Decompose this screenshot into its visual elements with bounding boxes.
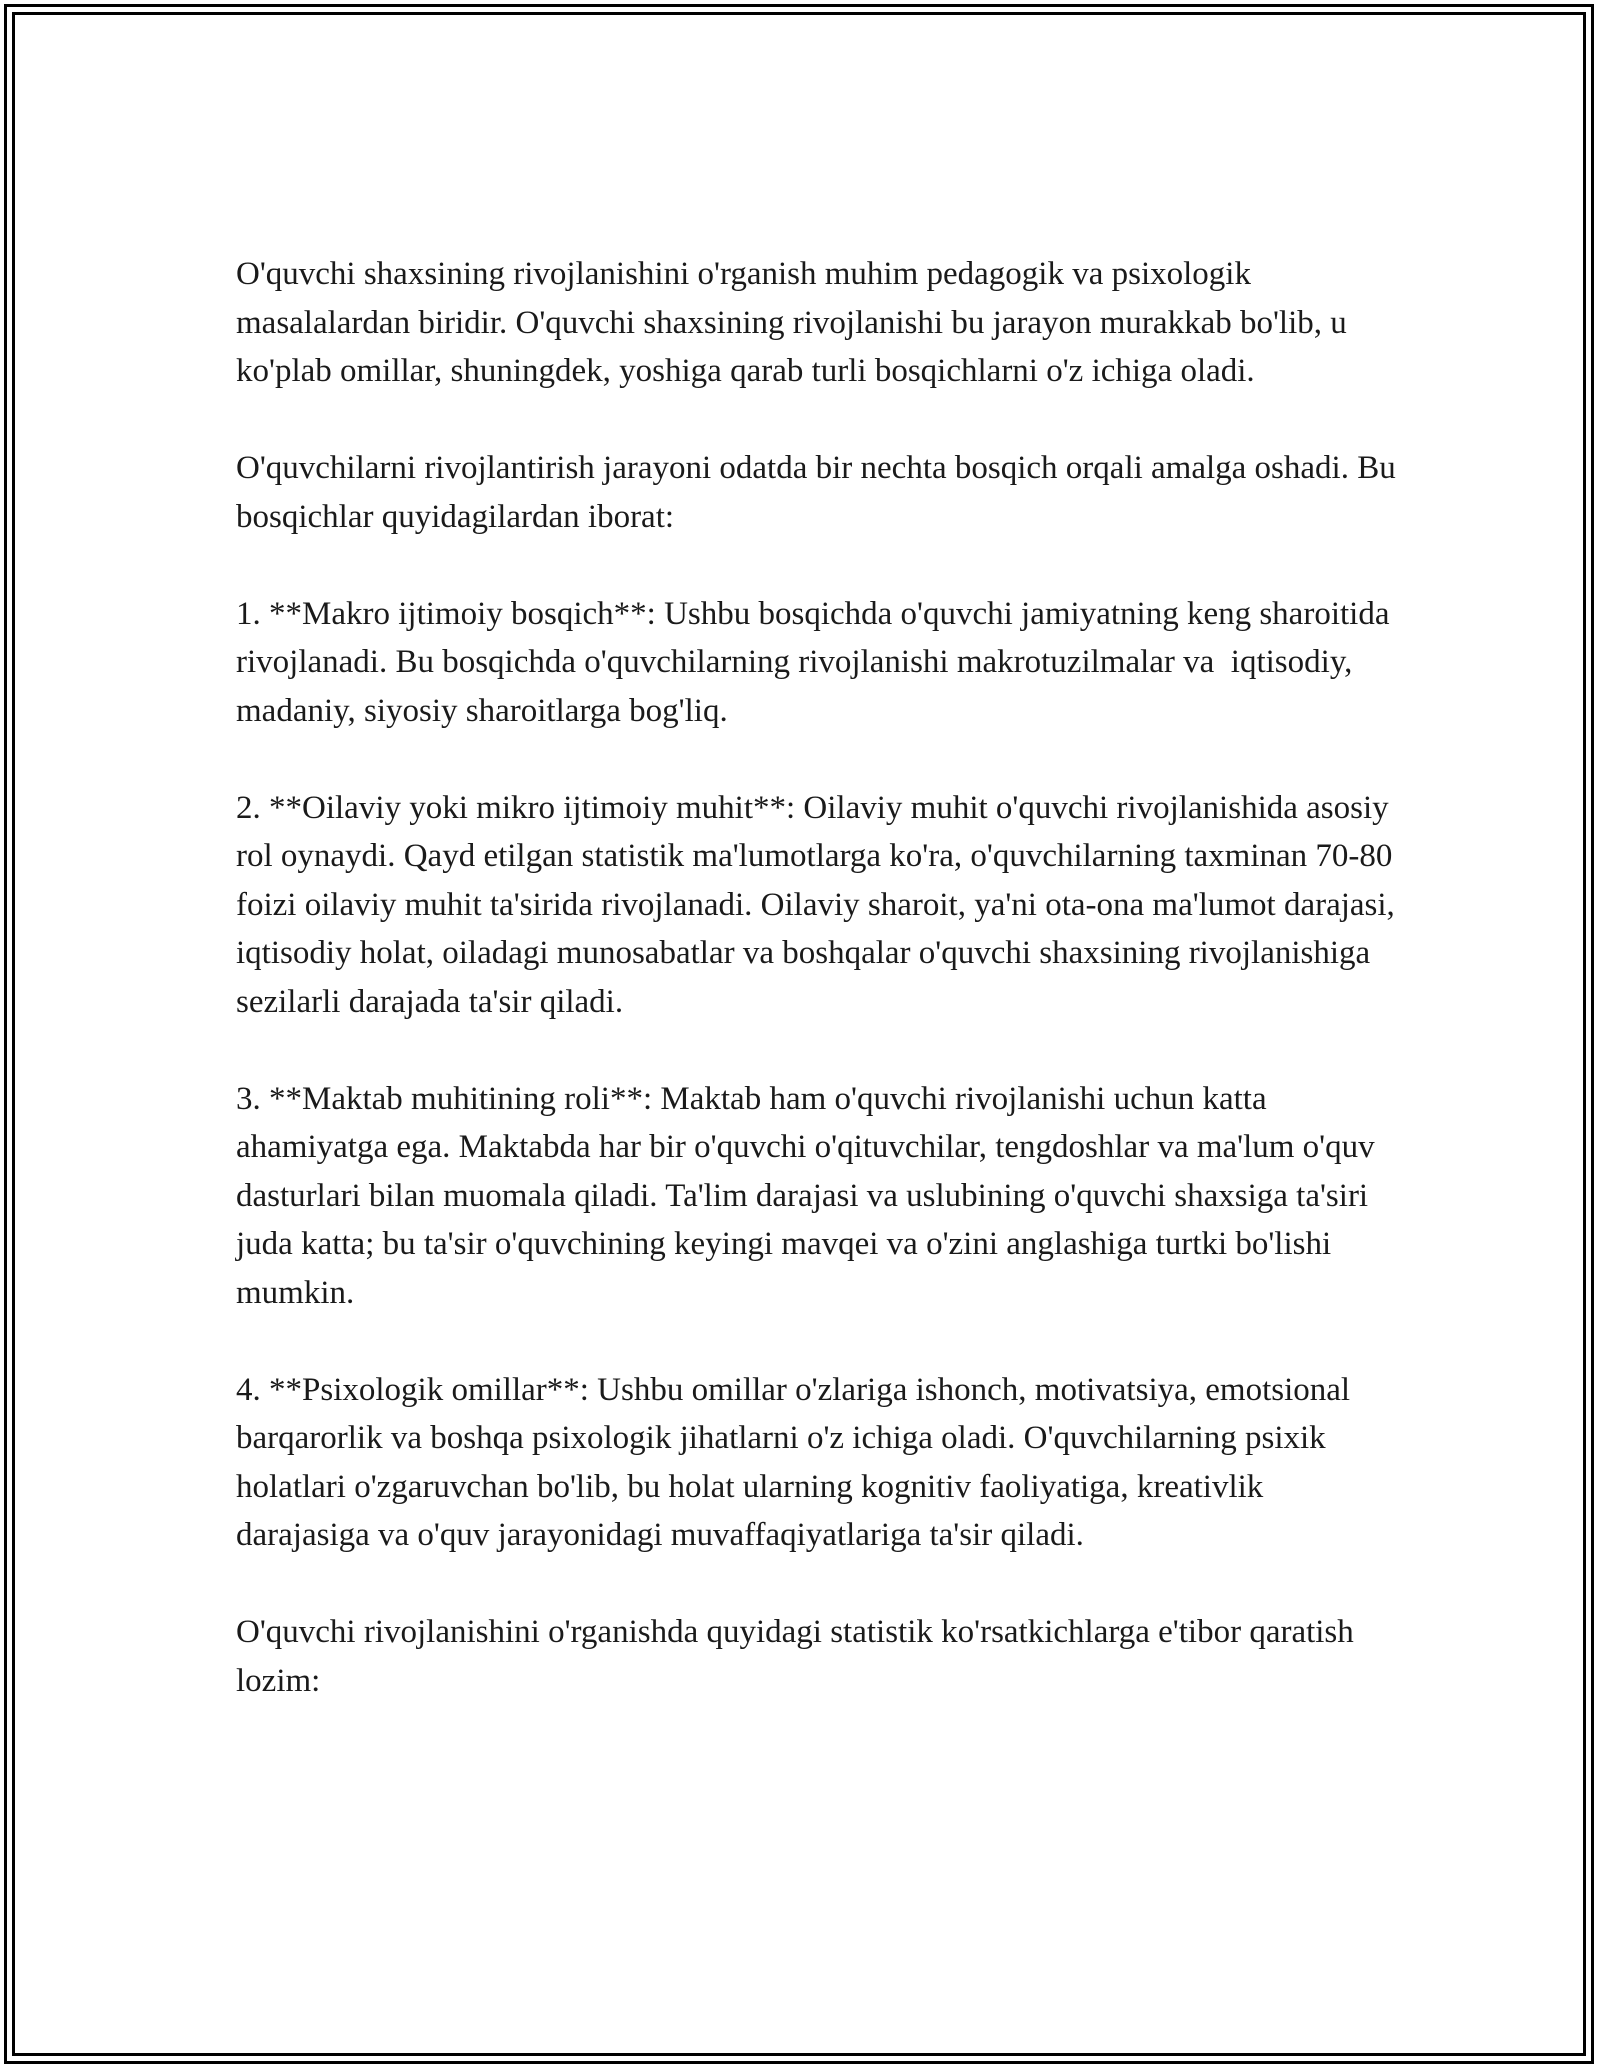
paragraph-intro: O'quvchi shaxsining rivojlanishini o'rganish muhim pedagogik va psixologik masalalardan biridir. O'quvchi shaxsining rivojlanishi bu jarayon murakkab bo'lib, u ko'plab omillar, shuningdek, yoshiga qarab turli bosqichlarni o'z ichiga oladi. xyxy=(236,256,1356,389)
paragraph-stage-4: 4. **Psixologik omillar**: Ushbu omillar o'zlariga ishonch, motivatsiya, emotsional barqarorlik va boshqa psixologik jihatlarni o'z ichiga oladi. O'quvchilarning psixik holatlari o'zgaruvchan bo'lib, bu holat ularning kognitiv faoliyatiga, kreativlik darajasiga va o'quv jarayonidagi muvaffaqiyatlariga ta'sir qiladi. xyxy=(236,1371,1359,1553)
paragraph-stage-2: 2. **Oilaviy yoki mikro ijtimoiy muhit**: Oilaviy muhit o'quvchi rivojlanishida asosiy rol oynaydi. Qayd etilgan statistik ma'lumotlarga ko'ra, o'quvchilarning taxminan 70-80 foizi oilaviy muhit ta'sirida rivojlanadi. Oilaviy sharoit, ya'ni ota-ona ma'lumot darajasi, iqtisodiy holat, oiladagi munosabatlar va boshqalar o'quvchi shaxsining rivojlanishiga sezilarli darajada ta'sir qiladi. xyxy=(236,789,1404,1020)
paragraph-statistics-intro: O'quvchi rivojlanishini o'rganishda quyidagi statistik ko'rsatkichlarga e'tibor qaratish lozim: xyxy=(236,1614,1363,1699)
document-body xyxy=(236,250,1404,1754)
paragraph-stages-intro: O'quvchilarni rivojlantirish jarayoni odatda bir nechta bosqich orqali amalga oshadi. Bu bosqichlar quyidagilardan iborat: xyxy=(236,450,1404,535)
paragraph-stage-1: 1. **Makro ijtimoiy bosqich**: Ushbu bosqichda o'quvchi jamiyatning keng sharoitida rivojlanadi. Bu bosqichda o'quvchilarning rivojlanishi makrotuzilmalar va iqtisodiy, madaniy, siyosiy sharoitlarga bog'liq. xyxy=(236,595,1398,729)
paragraph-stage-3: 3. **Maktab muhitining roli**: Maktab ham o'quvchi rivojlanishi uchun katta ahamiyatga ega. Maktabda har bir o'quvchi o'qituvchilar, tengdoshlar va ma'lum o'quv dasturlari bilan muomala qiladi. Ta'lim darajasi va uslubining o'quvchi shaxsiga ta'siri juda katta; bu ta'sir o'quvchining keyingi mavqei va o'zini anglashiga turtki bo'lishi mumkin. xyxy=(236,1080,1383,1311)
